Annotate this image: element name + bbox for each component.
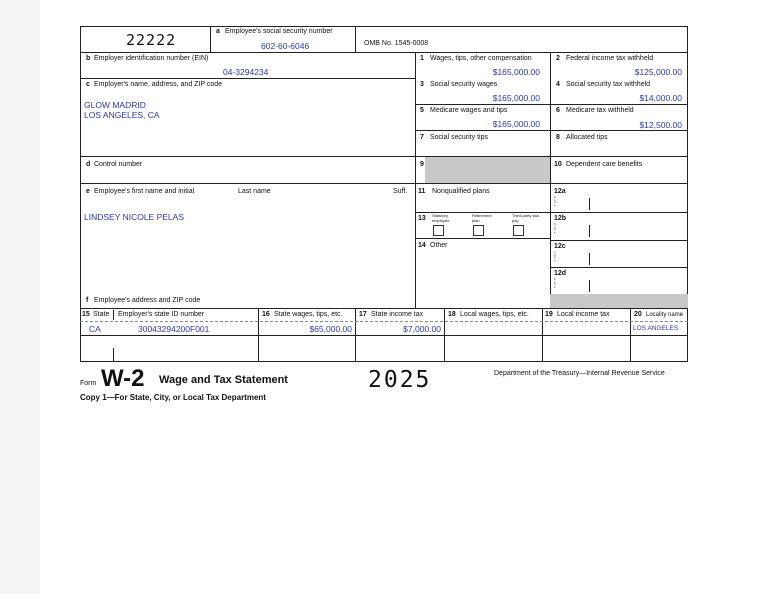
box16-value[interactable]: $65,000.00 <box>309 324 352 334</box>
box12b-label: 12b <box>554 215 567 222</box>
control-letter: d <box>86 161 91 168</box>
box17-num: 17 <box>359 311 367 318</box>
box3-num: 3 <box>420 81 424 88</box>
box10-num: 10 <box>554 161 562 168</box>
employee-name[interactable]: LINDSEY NICOLE PELAS <box>84 212 184 222</box>
box18-label: Local wages, tips, etc. <box>460 311 529 318</box>
control-label: Control number <box>94 161 143 168</box>
box18-num: 18 <box>448 311 456 318</box>
box1-value[interactable]: $165,000.00 <box>492 67 540 77</box>
employee-suffix-label: Suff. <box>393 188 408 195</box>
ein-label: Employer identification number (EIN) <box>94 55 209 62</box>
form-word: Form <box>80 380 97 387</box>
box17-label: State income tax <box>371 311 424 318</box>
box3-label: Social security wages <box>430 81 498 88</box>
form-title: Wage and Tax Statement <box>159 374 288 386</box>
box12b-code-letters: C o d e <box>554 223 556 234</box>
box11-num: 11 <box>418 188 426 195</box>
box12a-label: 12a <box>554 188 566 195</box>
box15-state-label: State <box>93 311 110 318</box>
copy-text: Copy 1—For State, City, or Local Tax Department <box>80 393 266 402</box>
box12d-label: 12d <box>554 270 567 277</box>
tax-year: 2025 <box>368 367 432 393</box>
box20-value[interactable]: LOS ANGELES <box>633 325 679 332</box>
box14-num: 14 <box>418 242 426 249</box>
box11-label: Nonqualified plans <box>432 188 490 195</box>
box1-num: 1 <box>420 55 424 62</box>
w2-form <box>80 26 688 362</box>
box16-label: State wages, tips, etc. <box>274 311 343 318</box>
box14-label: Other <box>430 242 448 249</box>
box16-num: 16 <box>262 311 270 318</box>
statutory-employee-checkbox[interactable] <box>433 225 444 236</box>
third-party-sick-pay-checkbox[interactable] <box>513 225 524 236</box>
box12c-label: 12c <box>554 243 566 250</box>
box5-value[interactable]: $165,000.00 <box>492 119 540 129</box>
box8-label: Allocated tips <box>566 134 608 141</box>
box10-label: Dependent care benefits <box>566 161 643 168</box>
omb-number: OMB No. 1545-0008 <box>364 40 429 47</box>
box17-value[interactable]: $7,000.00 <box>403 324 441 334</box>
box6-label: Medicare tax withheld <box>566 107 634 114</box>
box15-id-label: Employer's state ID number <box>118 311 205 318</box>
state-id-value[interactable]: 30043294200F001 <box>138 324 210 334</box>
ssn-label: Employee's social security number <box>225 28 333 35</box>
box2-label: Federal income tax withheld <box>566 55 654 62</box>
employee-letter: e <box>86 188 90 195</box>
employer-letter: c <box>86 81 90 88</box>
employee-first-label: Employee's first name and initial <box>94 188 195 195</box>
retirement-plan-checkbox[interactable] <box>473 225 484 236</box>
box6-value[interactable]: $12,500.00 <box>639 120 682 130</box>
box6-num: 6 <box>556 107 560 114</box>
ein-letter: b <box>86 55 91 62</box>
void-code: 22222 <box>126 31 177 49</box>
box19-label: Local income tax <box>557 311 610 318</box>
box20-num: 20 <box>634 311 642 318</box>
box4-value[interactable]: $14,000.00 <box>639 93 682 103</box>
box15-num: 15 <box>82 311 90 318</box>
employee-address-letter: f <box>86 297 89 304</box>
ssn-letter: a <box>216 28 220 35</box>
box2-num: 2 <box>556 55 560 62</box>
box2-value[interactable]: $125,000.00 <box>634 67 682 77</box>
employee-address-label: Employee's address and ZIP code <box>94 297 201 304</box>
box7-num: 7 <box>420 134 424 141</box>
box-12d-bottom-shade <box>550 294 688 308</box>
box12a-code-letters: C o d e <box>554 196 556 207</box>
box13-thirdparty-label: Third-party sick pay <box>512 213 540 223</box>
box13-retirement-label: Retirement plan <box>472 213 492 223</box>
employer-city[interactable]: LOS ANGELES, CA <box>84 110 160 120</box>
box3-value[interactable]: $165,000.00 <box>492 93 540 103</box>
box5-label: Medicare wages and tips <box>430 107 508 114</box>
box12c-code-letters: C o d e <box>554 251 556 262</box>
box-9-shade <box>425 157 550 183</box>
employer-label: Employer's name, address, and ZIP code <box>94 81 223 88</box>
state-value[interactable]: CA <box>89 324 101 334</box>
form-name: W-2 <box>101 365 145 392</box>
box5-num: 5 <box>420 107 424 114</box>
box7-label: Social security tips <box>430 134 488 141</box>
employer-name[interactable]: GLOW MADRID <box>84 100 146 110</box>
box8-num: 8 <box>556 134 560 141</box>
ein-value[interactable]: 04-3294234 <box>223 67 269 77</box>
department-text: Department of the Treasury—Internal Revenue Service <box>494 370 665 377</box>
ssn-value[interactable]: 602-60-6046 <box>261 41 310 51</box>
employee-last-label: Last name <box>238 188 271 195</box>
box4-num: 4 <box>556 81 560 88</box>
box12d-code-letters: C o d e <box>554 278 556 289</box>
box20-label: Locality name <box>646 312 684 318</box>
box4-label: Social security tax withheld <box>566 81 651 88</box>
box13-statutory-label: Statutory employee <box>432 213 450 223</box>
box13-num: 13 <box>418 215 426 222</box>
box1-label: Wages, tips, other compensation <box>430 55 532 62</box>
box9-num: 9 <box>420 161 424 168</box>
box19-num: 19 <box>545 311 553 318</box>
